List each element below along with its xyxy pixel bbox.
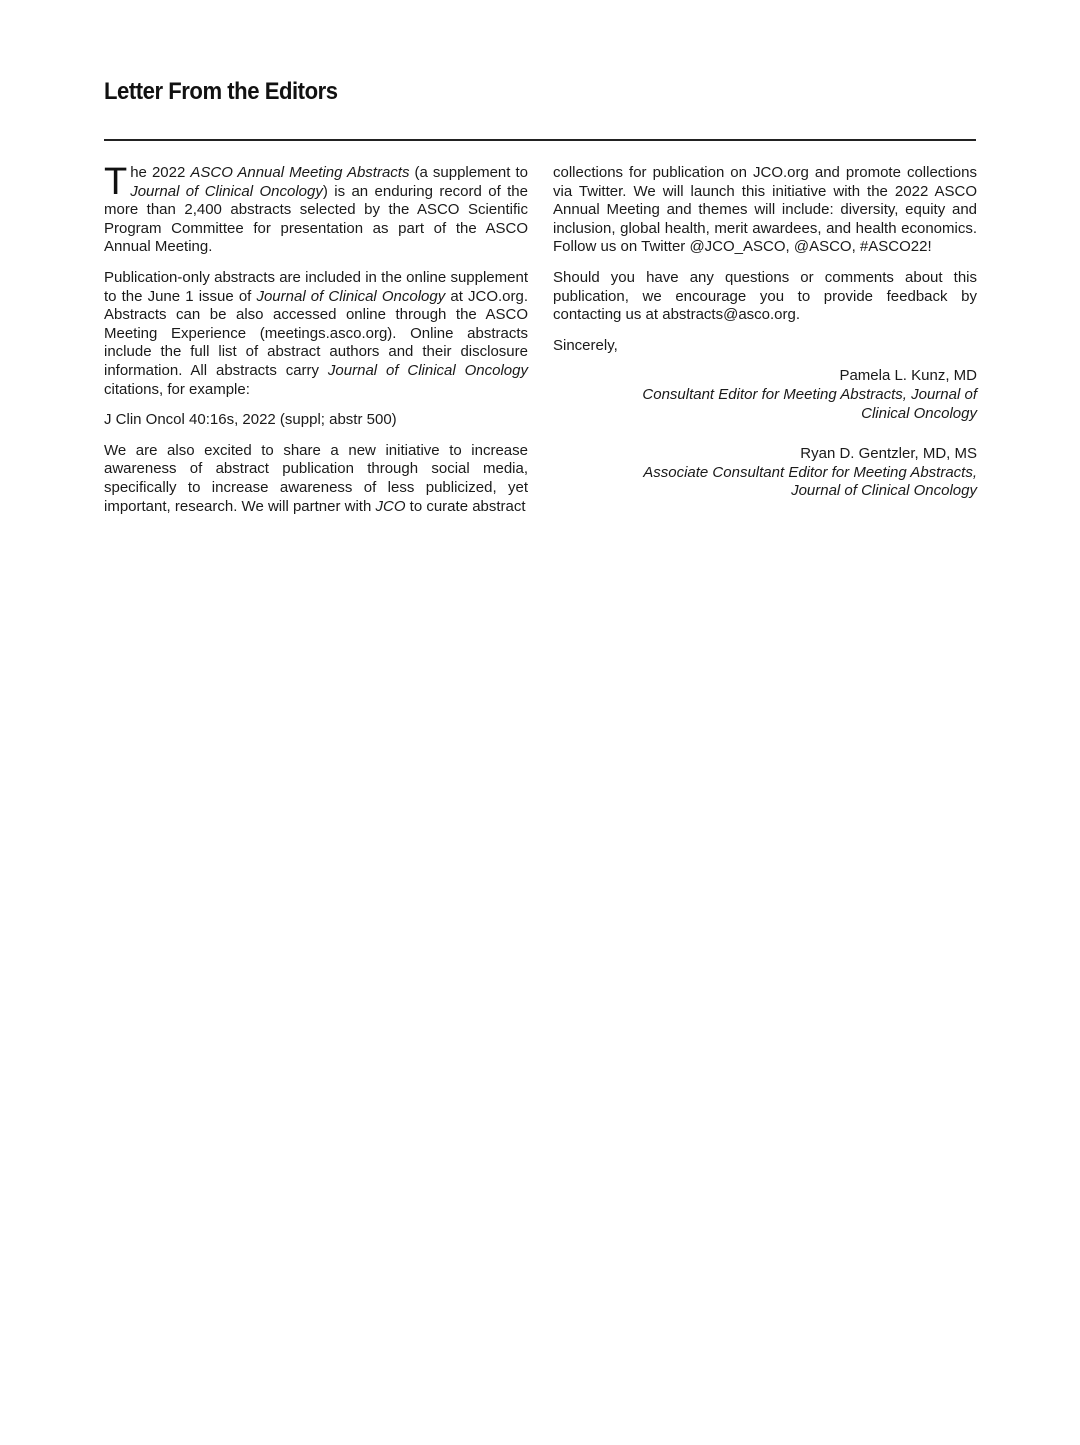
citation-example: J Clin Oncol 40:16s, 2022 (suppl; abstr 500) [104,411,397,429]
signer-name: Ryan D. Gentzler, MD, MS [800,445,977,463]
publication-paragraph [104,269,528,399]
journal-abbrev: JCO [375,497,406,515]
left-column [104,161,529,528]
text-run: to curate abstract [405,497,526,515]
feedback-paragraph: Should you have any questions or comments about this publication, we encourage you to provide feedback by contacting us at abstracts@asco.org. [553,268,977,324]
initiative-paragraph [104,442,528,516]
text-run: (a supplement to [409,164,528,181]
signer-role: Consultant Editor for Meeting Abstracts, Journal of Clinical Oncology [642,385,977,422]
journal-title: Journal of Clinical Oncology [256,287,446,305]
text-run: he 2022 [130,164,191,181]
signature-block [553,367,977,501]
signer-role: Associate Consultant Editor for Meeting Abstracts, Journal of Clinical Oncology [643,463,977,500]
publication-title: ASCO Annual Meeting Abstracts [190,164,410,181]
intro-paragraph [104,161,528,257]
journal-title: Journal of Clinical Oncology [327,361,528,379]
text-run: We are also excited to share a new initiative to increase awareness of abstract publication through social media, specifically to increase awareness of less publicized, yet important, research. We will partner with [104,441,528,515]
text-run: ) is an enduring record of the more than 2,400 abstracts selected by the ASCO Scientific Program Committee for presentation as part of the ASCO Annual Meeting. [104,182,528,256]
text-run: at JCO.org. Abstracts can be also accessed online through the ASCO Meeting Experience (meetings.asco.org). Online abstracts include the full list of abstract authors and their disclosure information. All abstracts carry [104,287,529,379]
page-title: Letter From the Editors [104,78,338,105]
signer-gentzler [553,445,977,501]
right-column [553,164,977,523]
text-run: citations, for example: [104,380,250,398]
closing-salutation: Sincerely, [553,336,618,354]
title-divider [104,139,976,141]
signer-kunz [553,367,977,423]
text-run: Publication-only abstracts are included in the online supplement to the June 1 issue of [104,268,528,305]
signer-name: Pamela L. Kunz, MD [839,367,977,385]
drop-cap: T [104,161,128,203]
initiative-continuation: collections for publication on JCO.org and promote collections via Twitter. We will launch this initiative with the 2022 ASCO Annual Meeting and themes will include: diversity, equity and inclusion, global health, merit awardees, and health economics. Follow us on Twitter @JCO_ASCO, @ASCO, #ASCO22! [553,164,977,256]
journal-title: Journal of Clinical Oncology [130,182,323,200]
